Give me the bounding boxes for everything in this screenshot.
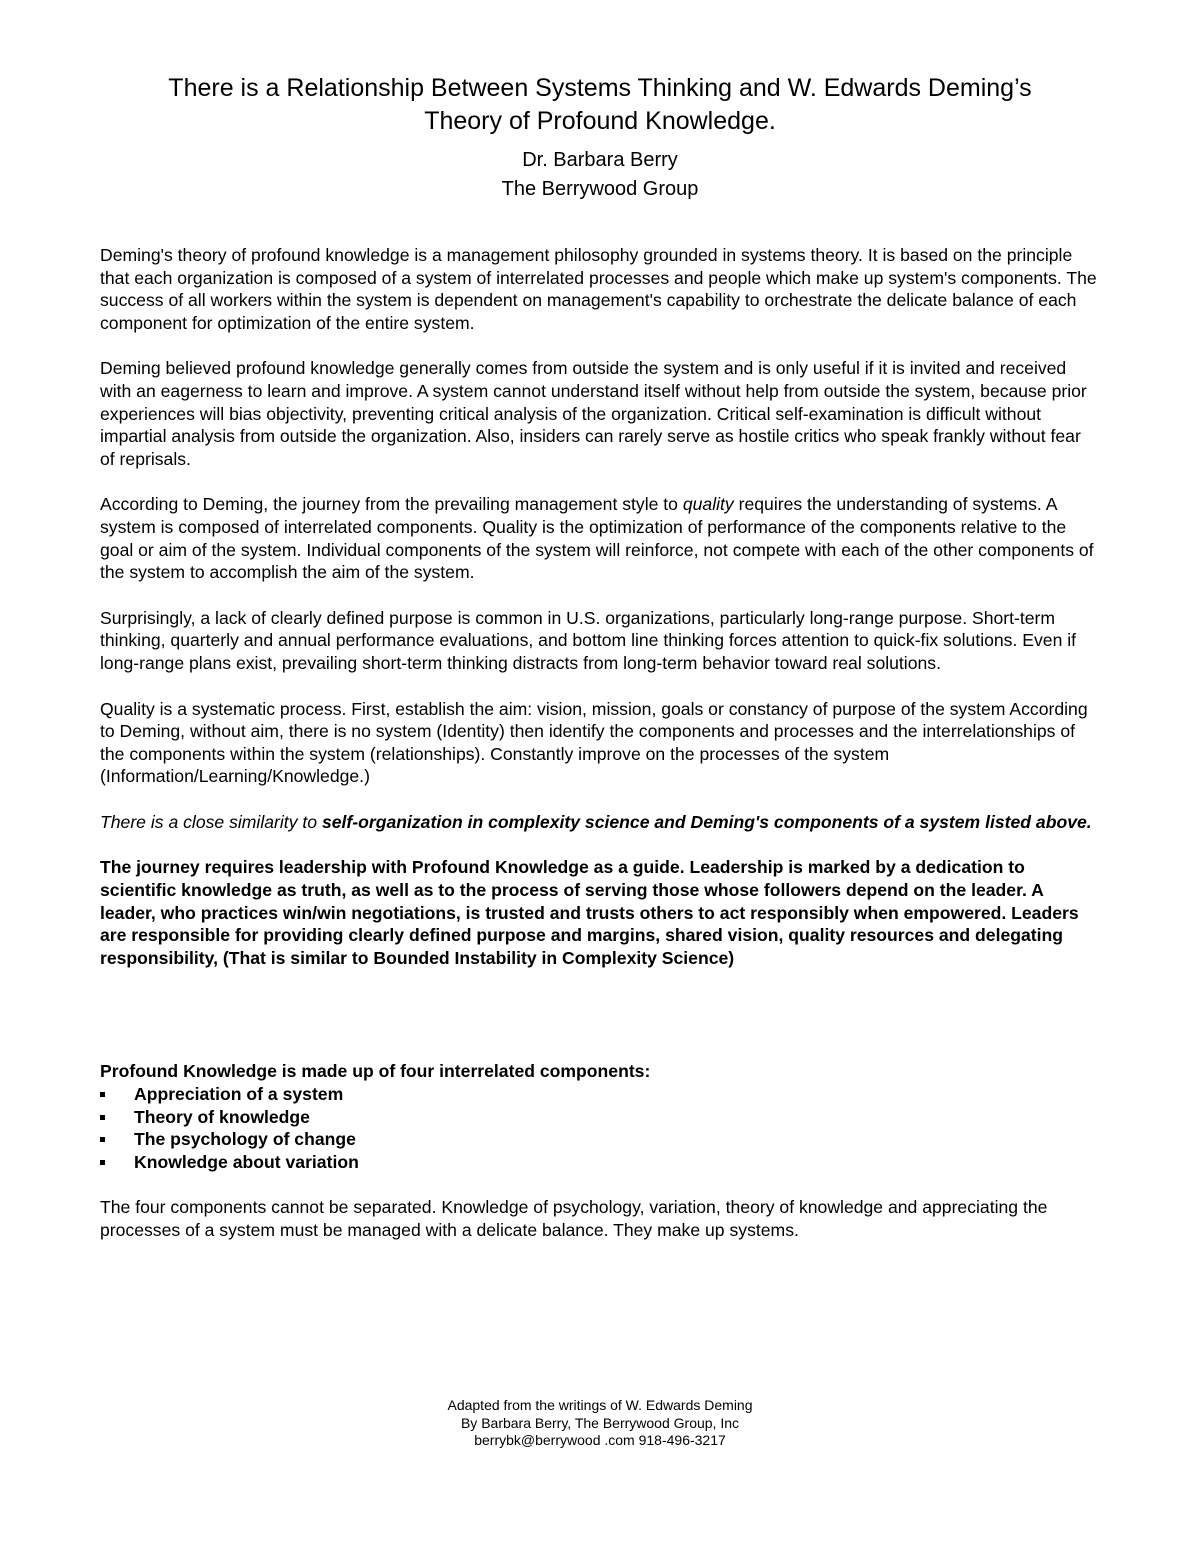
author-name: Dr. Barbara Berry bbox=[522, 149, 678, 171]
footer-contact: berrybk@berrywood .com 918-496-3217 bbox=[474, 1432, 726, 1448]
document-footer bbox=[0, 1397, 1200, 1450]
paragraph-6 bbox=[100, 811, 1100, 834]
list-item bbox=[100, 1151, 1100, 1174]
paragraph-3 bbox=[100, 493, 1100, 583]
list-item bbox=[100, 1128, 1100, 1151]
quality-emphasis: quality bbox=[682, 494, 734, 515]
list-item-text: Theory of knowledge bbox=[134, 1106, 310, 1127]
author-block bbox=[100, 146, 1100, 204]
document-page bbox=[100, 72, 1100, 1265]
square-bullet-icon bbox=[100, 1160, 105, 1165]
document-title bbox=[100, 72, 1100, 138]
components-heading: Profound Knowledge is made up of four interrelated components: bbox=[100, 1061, 651, 1082]
paragraph-7: The journey requires leadership with Profound Knowledge as a guide. Leadership is marked by a dedication to scientific knowledge as truth, as well as to the process of serving those whose followers depend on the leader. A leader, who practices win/win negotiations, is trusted and trusts others to act responsibly when empowered. Leaders are responsible for providing clearly defined purpose and margins, shared vision, quality resources and delegating responsibility, (That is similar to Bounded Instability in Complexity Science) bbox=[100, 857, 1079, 968]
paragraph-3-end: requires the understanding of systems. A system is composed of interrelated components. Quality is the optimization of performance of the components relative to the goal or aim of the system. Individual components of the system will reinforce, not compete with each of the other components of the system to accomplish the aim of the system. bbox=[100, 494, 1094, 583]
square-bullet-icon bbox=[100, 1137, 105, 1142]
paragraph-6-italic: There is a close similarity to bbox=[100, 811, 322, 832]
list-item-text: The psychology of change bbox=[134, 1129, 356, 1150]
list-item-text: Knowledge about variation bbox=[134, 1151, 359, 1172]
paragraph-1: Deming's theory of profound knowledge is a management philosophy grounded in systems theory. It is based on the principle that each organization is composed of a system of interrelated processes and people which make up system's components. The success of all workers within the system is dependent on management's capability to orchestrate the delicate balance of each component for optimization of the entire system. bbox=[100, 245, 1097, 333]
spacer bbox=[100, 992, 1100, 1060]
paragraph-5: Quality is a systematic process. First, establish the aim: vision, mission, goals or constancy of purpose of the system According to Deming, without aim, there is no system (Identity) then identify the components and processes and the interrelationships of the components within the system (relationships). Constantly improve on the processes of the system (Information/Learning/Knowledge.) bbox=[100, 698, 1088, 787]
list-item bbox=[100, 1106, 1100, 1129]
title-line-1: There is a Relationship Between Systems Thinking and W. Edwards Deming’s bbox=[168, 74, 1032, 102]
paragraph-3-start: According to Deming, the journey from the prevailing management style to bbox=[100, 494, 683, 515]
components-list bbox=[100, 1083, 1100, 1173]
square-bullet-icon bbox=[100, 1092, 105, 1097]
paragraph-6-bold-italic: self-organization in complexity science and Deming's components of a system listed above. bbox=[321, 811, 1092, 832]
square-bullet-icon bbox=[100, 1115, 105, 1120]
closing-paragraph: The four components cannot be separated. Knowledge of psychology, variation, theory of knowledge and appreciating the processes of a system must be managed with a delicate balance. They make up systems. bbox=[100, 1197, 1048, 1240]
paragraph-4: Surprisingly, a lack of clearly defined purpose is common in U.S. organizations, particularly long-range purpose. Short-term thinking, quarterly and annual performance evaluations, and bottom line thinking forces attention to quick-fix solutions. Even if long-range plans exist, prevailing short-term thinking distracts from long-term behavior toward real solutions. bbox=[100, 607, 1077, 673]
document-body bbox=[100, 244, 1100, 1242]
footer-attribution: Adapted from the writings of W. Edwards Deming bbox=[447, 1397, 753, 1413]
paragraph-2: Deming believed profound knowledge generally comes from outside the system and is only useful if it is invited and received with an eagerness to learn and improve. A system cannot understand itself without help from outside the system, because prior experiences will bias objectivity, preventing critical analysis of the organization. Critical self-examination is difficult without impartial analysis from outside the organization. Also, insiders can rarely serve as hostile critics who speak frankly without fear of reprisals. bbox=[100, 358, 1087, 469]
list-item-text: Appreciation of a system bbox=[134, 1084, 344, 1105]
title-line-2: Theory of Profound Knowledge. bbox=[424, 107, 776, 135]
footer-author: By Barbara Berry, The Berrywood Group, Inc bbox=[460, 1414, 740, 1431]
author-organization: The Berrywood Group bbox=[501, 178, 699, 200]
list-item bbox=[100, 1083, 1100, 1106]
